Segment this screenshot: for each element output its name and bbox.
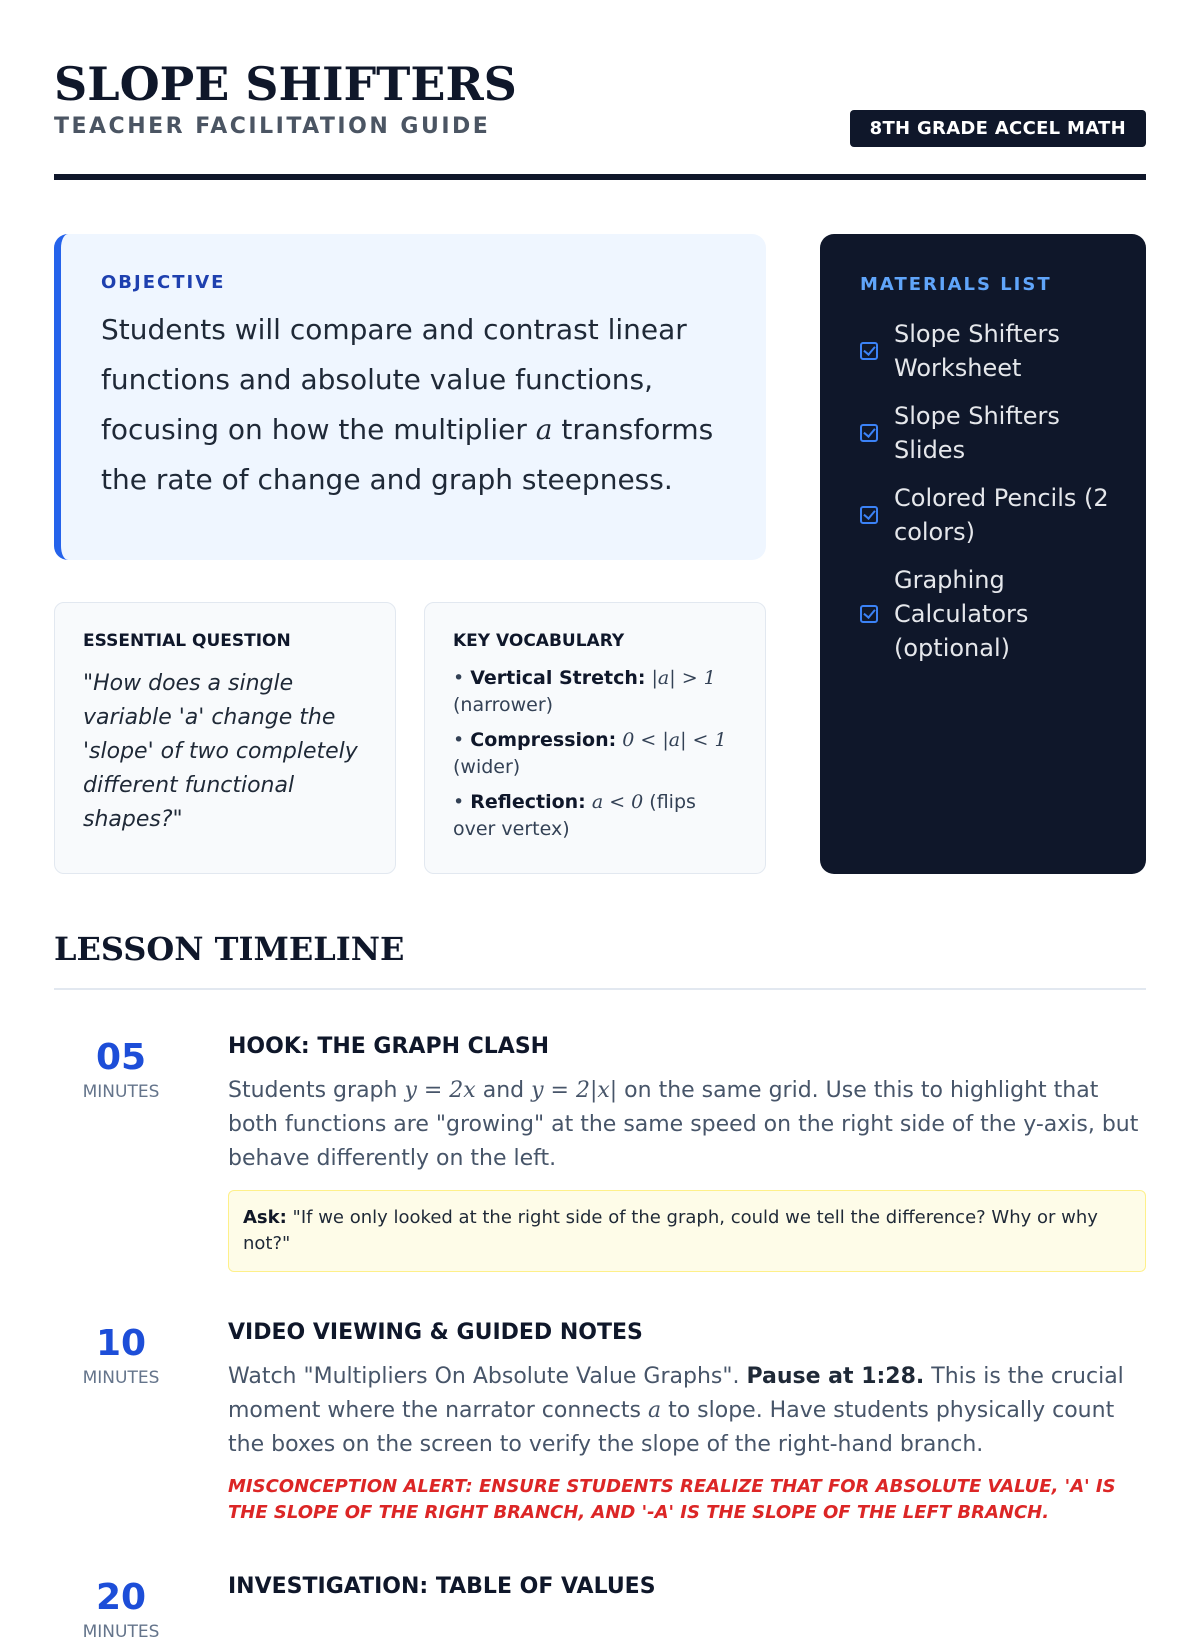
vocabulary-item: • Reflection: a < 0 (flips over vertex) [453,791,696,840]
step-text: to slope. Have students physically count the boxes on the screen to verify the slope of the right-hand branch. [228,1398,1115,1457]
page-title: SLOPE SHIFTERS [54,57,517,111]
step-emphasis: Pause at 1:28. [746,1364,925,1389]
essential-question-text: "How does a single variable 'a' change the 'slope' of two completely different functional shapes?" [83,671,358,832]
checkbox-icon [860,605,878,623]
step-minutes-unit: MINUTES [82,1082,160,1102]
timeline-divider [54,988,1146,990]
essential-question-title: ESSENTIAL QUESTION [83,631,291,651]
step-title: HOOK: THE GRAPH CLASH [228,1034,550,1059]
vocabulary-item: • Compression: 0 < |a| < 1 (wider) [453,729,727,778]
vocabulary-list [453,665,739,843]
step-text: Watch "Multipliers On Absolute Value Graphs". [228,1364,747,1389]
vocabulary-math: 0 < |a| < 1 [622,729,727,751]
essential-question-card [54,602,396,874]
step-minutes: 20 [95,1577,147,1618]
objective-text-part: transforms the rate of change and graph steepness. [101,413,714,496]
timeline-title: LESSON TIMELINE [54,930,405,968]
step-math: a [647,1398,662,1423]
page-subtitle: TEACHER FACILITATION GUIDE [54,114,491,139]
step-minutes-unit: MINUTES [82,1368,160,1388]
ask-callout [228,1190,1146,1272]
materials-item [860,317,1110,385]
checkbox-icon [860,342,878,360]
step-math: y = 2x [404,1078,476,1103]
checkbox-icon [860,506,878,524]
vocabulary-term: Reflection: [470,791,586,813]
ask-text: "If we only looked at the right side of the graph, could we tell the difference? Why or why not?" [243,1207,1098,1254]
step-text: on the same grid. Use this to highlight that both functions are "growing" at the same speed on the right side of the y-axis, but behave differently on the left. [228,1078,1139,1171]
vocabulary-note: (narrower) [453,694,554,716]
step-duration [54,1324,188,1388]
step-duration [54,1038,188,1102]
step-description [228,1360,1146,1462]
step-body [228,1032,1146,1272]
step-body [228,1572,1146,1602]
materials-panel [820,234,1146,874]
objective-text [101,305,726,505]
step-minutes-unit: MINUTES [82,1622,160,1642]
step-title: INVESTIGATION: TABLE OF VALUES [228,1574,656,1599]
vocabulary-math: |a| > 1 [651,667,716,689]
page-header [54,56,1146,180]
step-math: y = 2|x| [531,1078,618,1103]
grade-badge: 8TH GRADE ACCEL MATH [850,110,1146,147]
vocabulary-title: KEY VOCABULARY [453,631,625,651]
misconception-alert: MISCONCEPTION ALERT: ENSURE STUDENTS REALIZE THAT FOR ABSOLUTE VALUE, 'A' IS THE SLOPE OF THE RIGHT BRANCH, AND '-A' IS THE SLOPE OF THE LEFT BRANCH. [228,1476,1116,1523]
materials-list [860,317,1110,665]
vocabulary-math: a < 0 [591,791,644,813]
materials-item-label: Graphing Calculators (optional) [894,566,1029,662]
checkbox-icon [860,424,878,442]
step-title: VIDEO VIEWING & GUIDED NOTES [228,1320,643,1345]
vocabulary-note: (flips over vertex) [453,791,696,840]
materials-item-label: Slope Shifters Worksheet [894,320,1060,382]
step-duration [54,1578,188,1642]
vocabulary-item: • Vertical Stretch: |a| > 1 (narrower) [453,667,716,716]
step-minutes: 05 [95,1037,147,1078]
objective-text-part: Students will compare and contrast linear functions and absolute value functions, focusing on how the multiplier [101,313,687,446]
vocabulary-note: (wider) [453,756,521,778]
step-text: and [475,1078,532,1103]
step-description [228,1074,1146,1176]
materials-item [860,481,1110,549]
materials-item-label: Slope Shifters Slides [894,402,1060,464]
materials-item [860,399,1110,467]
ask-label: Ask: [243,1207,287,1228]
materials-item-label: Colored Pencils (2 colors) [894,484,1109,546]
step-body [228,1318,1146,1526]
materials-label: MATERIALS LIST [860,274,1052,295]
vocabulary-term: Compression: [470,729,617,751]
objective-panel [54,234,766,560]
step-text: This is the crucial moment where the narrator connects [228,1364,1124,1423]
materials-item [860,563,1110,665]
step-text: Students graph [228,1078,405,1103]
step-minutes: 10 [95,1323,147,1364]
vocabulary-card [424,602,766,874]
objective-label: OBJECTIVE [101,272,226,293]
objective-variable: a [535,413,553,446]
vocabulary-term: Vertical Stretch: [470,667,646,689]
header-divider [54,174,1146,180]
